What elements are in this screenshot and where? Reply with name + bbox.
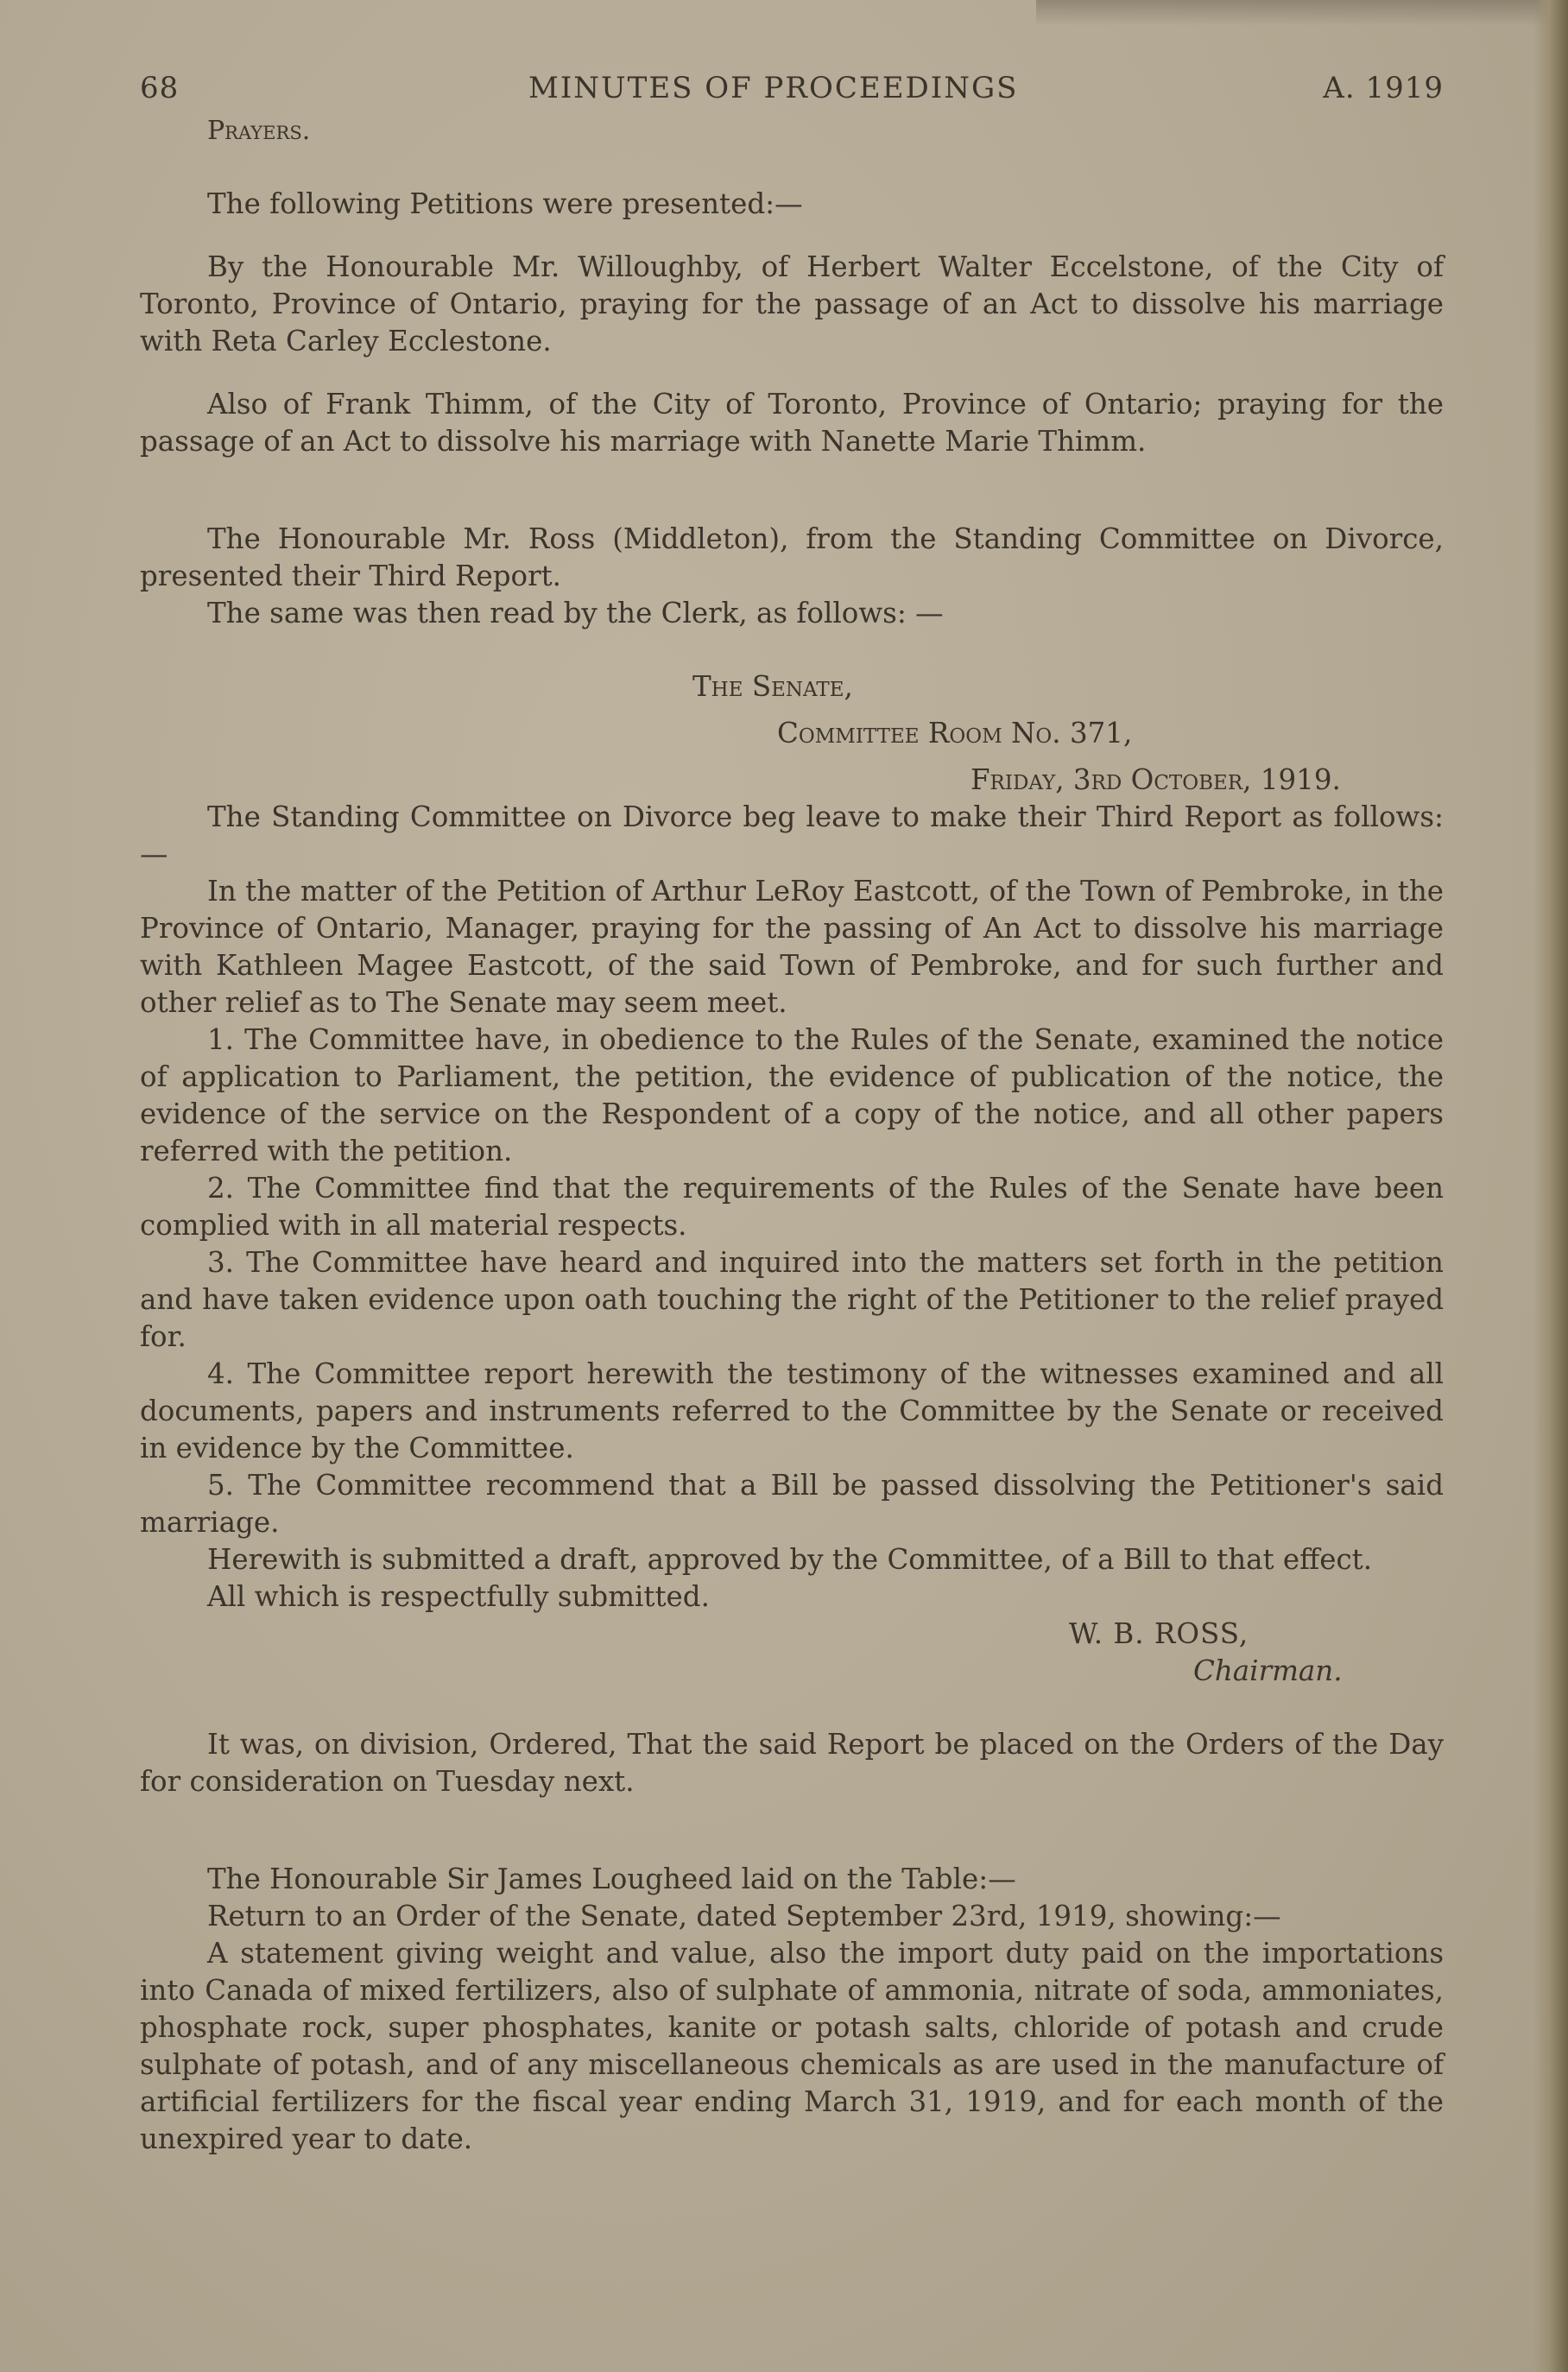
report-heading-date: Friday, 3rd October, 1919.: [971, 763, 1341, 796]
report-opening: The Standing Committee on Divorce beg leave to make their Third Report as follows:—: [140, 800, 1444, 870]
signature-name: W. B. ROSS,: [1069, 1617, 1249, 1650]
running-title: MINUTES OF PROCEEDINGS: [528, 71, 1019, 105]
report-heading-room: Committee Room No. 371,: [777, 717, 1133, 750]
page-binding-edge: [1533, 0, 1568, 2372]
ross-report-intro: The Honourable Mr. Ross (Middleton), from the Standing Committee on Divorce, presented their Third Report.: [140, 522, 1444, 592]
report-item: 1. The Committee have, in obedience to the Rules of the Senate, examined the notice of application to Parliament, the petition, the evidence of publication of the notice, the evidence of the service on the Respondent of a copy of the notice, and all other papers referred with the petition.: [140, 1023, 1444, 1167]
clerk-read-line: The same was then read by the Clerk, as follows: —: [207, 597, 944, 629]
report-item: 5. The Committee recommend that a Bill be passed dissolving the Petitioner's said marriage.: [140, 1469, 1444, 1539]
petitions-intro: The following Petitions were presented:—: [207, 187, 803, 220]
report-item: 2. The Committee find that the requirements of the Rules of the Senate have been complied with in all material respects.: [140, 1172, 1444, 1242]
prayers-heading: Prayers.: [207, 116, 311, 146]
report-draft-line: Herewith is submitted a draft, approved by the Committee, of a Bill to that effect.: [207, 1543, 1373, 1576]
return-line: Return to an Order of the Senate, dated September 23rd, 1919, showing:—: [207, 1900, 1281, 1932]
report-item: 4. The Committee report herewith the testimony of the witnesses examined and all documents, papers and instruments referred to the Committee by the Senate or received in evidence by the Committee.: [140, 1357, 1444, 1464]
petition-paragraph: Also of Frank Thimm, of the City of Toronto, Province of Ontario; praying for the passage of an Act to dissolve his marriage with Nanette Marie Thimm.: [140, 388, 1444, 458]
statement-paragraph: A statement giving weight and value, also the import duty paid on the importations into Canada of mixed fertilizers, also of sulphate of ammonia, nitrate of soda, ammoniates, phosphate rock, super phosphates, kanite or potash salts, chloride of potash and crude sulphate of potash, and of any miscellaneous chemicals as are used in the manufacture of artificial fertilizers for the fiscal year ending March 31, 1919, and for each month of the unexpired year to date.: [140, 1937, 1444, 2155]
running-year: A. 1919: [1323, 71, 1444, 105]
signature-title: Chairman.: [1193, 1654, 1343, 1687]
report-item: 3. The Committee have heard and inquired into the matters set forth in the petition and have taken evidence upon oath touching the right of the Petitioner to the relief prayed for.: [140, 1246, 1444, 1353]
lougheed-intro: The Honourable Sir James Lougheed laid on the Table:—: [207, 1863, 1016, 1895]
page-number: 68: [140, 71, 180, 105]
page-content: [140, 60, 1444, 2158]
report-heading-senate: The Senate,: [692, 670, 853, 703]
report-closing: All which is respectfully submitted.: [207, 1580, 710, 1613]
report-matter: In the matter of the Petition of Arthur LeRoy Eastcott, of the Town of Pembroke, in the Province of Ontario, Manager, praying for the passing of An Act to dissolve his marriage with Kathleen Magee Eastcott, of the said Town of Pembroke, and for such further and other relief as to The Senate may seem meet.: [140, 875, 1444, 1019]
page-shadow: [1036, 0, 1568, 26]
running-header: [140, 60, 1444, 112]
ordered-paragraph: It was, on division, Ordered, That the said Report be placed on the Orders of the Day for consideration on Tuesday next.: [140, 1728, 1444, 1798]
petition-paragraph: By the Honourable Mr. Willoughby, of Herbert Walter Eccelstone, of the City of Toronto, Province of Ontario, praying for the passage of an Act to dissolve his marriage with Reta Carley Ecclestone.: [140, 250, 1444, 357]
body-text: [140, 112, 1444, 2158]
